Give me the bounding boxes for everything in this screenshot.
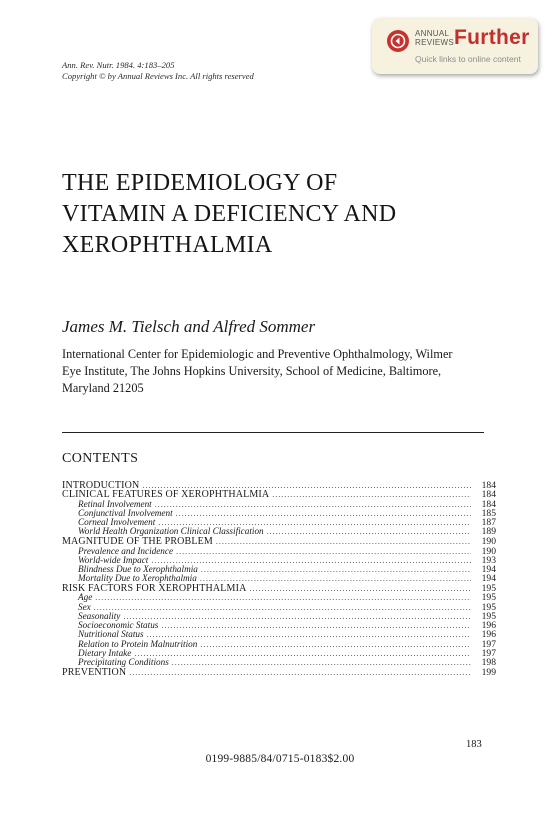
- badge-further-label: Further: [454, 26, 530, 49]
- toc-section-entry: [62, 584, 496, 593]
- toc-leader-dots: [172, 658, 471, 667]
- toc-leader-dots: [267, 527, 471, 536]
- toc-leader-dots: [176, 509, 471, 518]
- author-affiliation: [62, 346, 482, 397]
- toc-section-entry: [62, 668, 496, 677]
- toc-entry-page: 184: [481, 479, 496, 491]
- toc-entry-label: Precipitating Conditions: [78, 657, 169, 668]
- toc-leader-dots: [123, 612, 471, 621]
- toc-entry-label: RISK FACTORS FOR XEROPHTHALMIA: [62, 583, 247, 595]
- toc-entry-label: Seasonality: [78, 610, 121, 621]
- toc-entry-page: 198: [481, 657, 496, 669]
- section-divider: [62, 432, 484, 433]
- toc-entry-label: World-wide Impact: [78, 554, 149, 565]
- toc-entry-page: 189: [481, 526, 496, 538]
- toc-leader-dots: [129, 668, 471, 677]
- contents-heading: CONTENTS: [62, 451, 139, 466]
- toc-leader-dots: [94, 603, 471, 612]
- toc-subsection-entry: [62, 658, 496, 667]
- copyright-line: Copyright © by Annual Reviews Inc. All rights reserved: [62, 71, 254, 81]
- affiliation-line: International Center for Epidemiologic and Preventive Ophthalmology, Wilmer: [62, 347, 453, 361]
- toc-entry-page: 197: [481, 647, 496, 659]
- toc-subsection-entry: [62, 593, 496, 602]
- toc-entry-page: 195: [481, 592, 496, 604]
- toc-leader-dots: [134, 649, 471, 658]
- toc-entry-page: 196: [481, 620, 496, 632]
- toc-entry-page: 197: [481, 638, 496, 650]
- further-play-icon: [387, 30, 409, 52]
- toc-entry-label: Mortality Due to Xerophthalmia: [78, 573, 197, 584]
- toc-entry-page: 196: [481, 629, 496, 641]
- toc-leader-dots: [216, 537, 471, 546]
- toc-leader-dots: [151, 556, 471, 565]
- badge-tagline: Quick links to online content: [415, 54, 521, 64]
- article-price-code: 0199-9885/84/0715-0183$2.00: [205, 753, 355, 765]
- toc-entry-page: 195: [481, 610, 496, 622]
- toc-entry-label: Nutritional Status: [78, 629, 144, 640]
- article-authors: James M. Tielsch and Alfred Sommer: [62, 317, 316, 336]
- toc-entry-page: 195: [481, 601, 496, 613]
- toc-entry-label: Sex: [78, 601, 91, 612]
- toc-subsection-entry: [62, 603, 496, 612]
- toc-entry-page: 193: [481, 554, 496, 566]
- page-number: 183: [466, 739, 482, 750]
- affiliation-line: Maryland 21205: [62, 381, 144, 395]
- toc-leader-dots: [201, 565, 471, 574]
- toc-entry-label: Blindness Due to Xerophthalmia: [78, 564, 198, 575]
- toc-entry-page: 184: [481, 489, 496, 501]
- toc-entry-label: Relation to Protein Malnutrition: [78, 638, 198, 649]
- toc-leader-dots: [249, 584, 471, 593]
- annual-reviews-further-badge[interactable]: [372, 18, 538, 74]
- toc-entry-label: Prevalence and Incidence: [78, 545, 174, 556]
- toc-entry-label: Retinal Involvement: [78, 498, 152, 509]
- title-line: XEROPHTHALMIA: [62, 232, 273, 258]
- toc-entry-label: PREVENTION: [62, 666, 127, 678]
- toc-entry-page: 187: [481, 517, 496, 529]
- journal-citation: [62, 60, 254, 82]
- affiliation-line: Eye Institute, The Johns Hopkins University, School of Medicine, Baltimore,: [62, 364, 442, 378]
- toc-entry-label: Corneal Involvement: [78, 517, 156, 528]
- toc-entry-page: 190: [481, 545, 496, 557]
- toc-entry-label: Age: [78, 592, 93, 603]
- article-title: [62, 168, 502, 261]
- toc-entry-page: 195: [481, 583, 496, 595]
- badge-reviews-label: REVIEWS: [415, 38, 454, 47]
- toc-entry-label: Socioeconomic Status: [78, 620, 159, 631]
- toc-entry-page: 185: [481, 507, 496, 519]
- title-line: VITAMIN A DEFICIENCY AND: [62, 201, 397, 227]
- toc-leader-dots: [95, 593, 471, 602]
- toc-entry-page: 194: [481, 573, 496, 585]
- citation-line: Ann. Rev. Nutr. 1984. 4:183–205: [62, 60, 175, 70]
- title-line: THE EPIDEMIOLOGY OF: [62, 170, 338, 196]
- badge-annual-label: ANNUAL: [415, 29, 450, 38]
- toc-entry-label: MAGNITUDE OF THE PROBLEM: [62, 536, 213, 548]
- toc-leader-dots: [272, 490, 471, 499]
- toc-leader-dots: [200, 640, 471, 649]
- toc-entry-label: Conjunctival Involvement: [78, 507, 173, 518]
- toc-entry-page: 190: [481, 536, 496, 548]
- toc-entry-page: 199: [481, 666, 496, 678]
- toc-leader-dots: [176, 547, 471, 556]
- toc-entry-label: World Health Organization Clinical Classification: [78, 526, 264, 537]
- toc-leader-dots: [155, 500, 471, 509]
- toc-entry-label: Dietary Intake: [78, 647, 132, 658]
- toc-entry-page: 184: [481, 498, 496, 510]
- toc-entry-label: INTRODUCTION: [62, 479, 140, 491]
- toc-entry-page: 194: [481, 564, 496, 576]
- toc-leader-dots: [161, 621, 471, 630]
- table-of-contents: [62, 480, 496, 677]
- toc-entry-label: CLINICAL FEATURES OF XEROPHTHALMIA: [62, 489, 270, 501]
